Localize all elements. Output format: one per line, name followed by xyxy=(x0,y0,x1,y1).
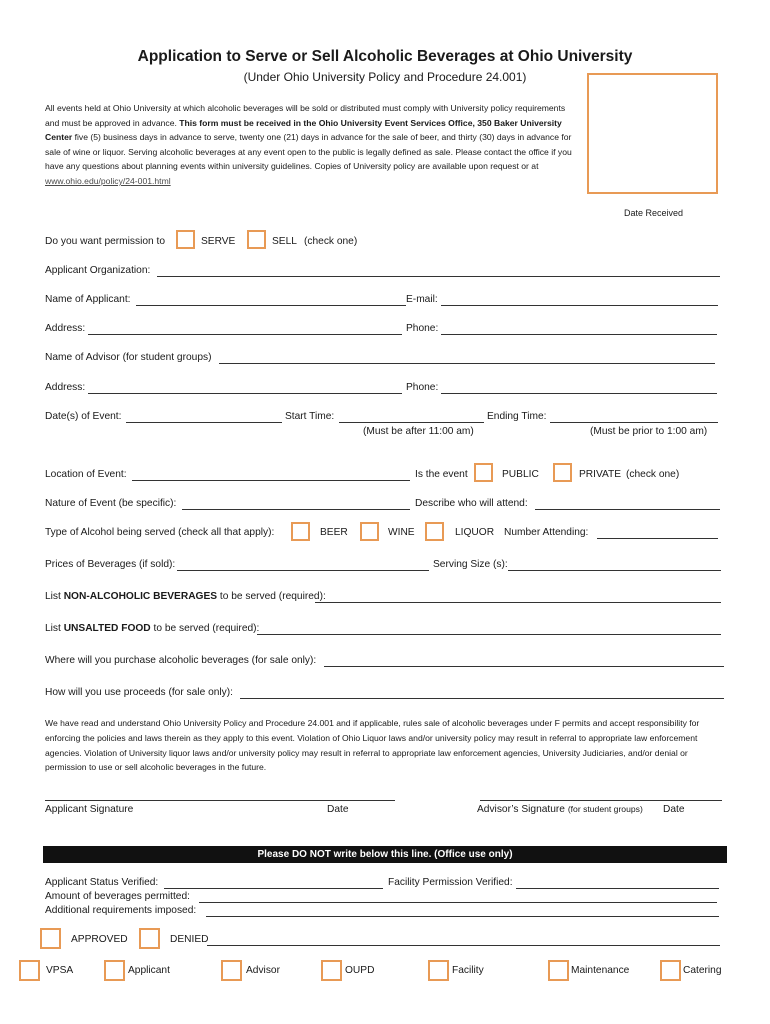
applicant-date-label: Date xyxy=(327,804,349,815)
advisor-name-label: Name of Advisor (for student groups) xyxy=(45,352,212,363)
date-received-label: Date Received xyxy=(624,208,684,218)
email-field[interactable] xyxy=(441,305,718,306)
approved-checkbox[interactable] xyxy=(40,928,61,949)
unsalted-food-field[interactable] xyxy=(257,634,721,635)
oupd-label: OUPD xyxy=(345,965,375,976)
form-subtitle: (Under Ohio University Policy and Procedure 24.001) xyxy=(243,70,527,84)
applicant-route-label: Applicant xyxy=(128,965,170,976)
advisor-date-label: Date xyxy=(663,804,685,815)
vpsa-label: VPSA xyxy=(46,965,74,976)
denied-checkbox[interactable] xyxy=(139,928,160,949)
organization-label: Applicant Organization: xyxy=(45,265,151,276)
beer-label: BEER xyxy=(320,527,348,538)
number-attending-field[interactable] xyxy=(597,538,718,539)
permission-label: Do you want permission to xyxy=(45,236,166,247)
facility-route-checkbox[interactable] xyxy=(428,960,449,981)
intro-paragraph: All events held at Ohio University at which alcoholic beverages will be sold or distributed must comply with University policy requirements and must be approved in advance. This form must be received in the Ohio University Event Services Office, 350 Baker University Center five (5) business days in advance to serve, twenty one (21) days in advance for the sale of beer, and thirty (30) days in advance for sale of wine or liquor. Serving alcoholic beverages at any event open to the public is legally defined as sale. Please contact the office if you have any questions about planning events within university guidelines. Copies of University policy are available upon request or at www.ohio.edu/policy/24-001.html xyxy=(45,103,572,186)
oupd-checkbox[interactable] xyxy=(321,960,342,981)
office-use-banner: Please DO NOT write below this line. (Office use only) xyxy=(43,846,727,863)
amount-permitted-label: Amount of beverages permitted: xyxy=(45,891,190,902)
organization-field[interactable] xyxy=(157,276,720,277)
non-alcoholic-field[interactable] xyxy=(315,602,721,603)
date-received-box[interactable] xyxy=(587,73,718,194)
additional-requirements-field[interactable] xyxy=(206,916,719,917)
phone-field[interactable] xyxy=(441,334,717,335)
location-label: Location of Event: xyxy=(45,469,127,480)
amount-permitted-field[interactable] xyxy=(199,902,717,903)
prices-field[interactable] xyxy=(177,570,429,571)
start-time-field[interactable] xyxy=(339,422,484,423)
advisor-name-field[interactable] xyxy=(219,363,715,364)
is-event-label: Is the event xyxy=(415,469,468,480)
describe-attend-label: Describe who will attend: xyxy=(415,498,528,509)
advisor-route-label: Advisor xyxy=(246,965,280,976)
vpsa-checkbox[interactable] xyxy=(19,960,40,981)
advisor-phone-field[interactable] xyxy=(441,393,717,394)
ending-time-label: Ending Time: xyxy=(487,411,547,422)
advisor-phone-label: Phone: xyxy=(406,382,439,393)
form-title: Application to Serve or Sell Alcoholic Beverages at Ohio University xyxy=(137,48,633,65)
phone-label: Phone: xyxy=(406,323,439,334)
advisor-signature-label: Advisor’s Signature (for student groups) xyxy=(477,804,643,815)
advisor-route-checkbox[interactable] xyxy=(221,960,242,981)
address-field[interactable] xyxy=(88,334,402,335)
alcohol-type-label: Type of Alcohol being served (check all that apply): xyxy=(45,527,275,538)
approved-label: APPROVED xyxy=(71,934,128,945)
liquor-label: LIQUOR xyxy=(455,527,495,538)
check-one-note: (check one) xyxy=(304,236,358,247)
advisor-address-field[interactable] xyxy=(88,393,402,394)
beer-checkbox[interactable] xyxy=(291,522,310,541)
additional-requirements-label: Additional requirements imposed: xyxy=(45,905,197,916)
private-label: PRIVATE xyxy=(579,469,622,480)
number-attending-label: Number Attending: xyxy=(504,527,589,538)
sell-label: SELL xyxy=(272,236,297,247)
check-one-note-2: (check one) xyxy=(626,469,680,480)
nature-label: Nature of Event (be specific): xyxy=(45,498,177,509)
serving-size-field[interactable] xyxy=(508,570,721,571)
end-time-note: (Must be prior to 1:00 am) xyxy=(590,426,708,437)
facility-verified-label: Facility Permission Verified: xyxy=(388,877,513,888)
serve-label: SERVE xyxy=(201,236,236,247)
ending-time-field[interactable] xyxy=(550,422,718,423)
facility-verified-field[interactable] xyxy=(516,888,719,889)
liquor-checkbox[interactable] xyxy=(425,522,444,541)
event-dates-label: Date(s) of Event: xyxy=(45,411,122,422)
event-dates-field[interactable] xyxy=(126,422,282,423)
email-label: E-mail: xyxy=(406,294,438,305)
maintenance-checkbox[interactable] xyxy=(548,960,569,981)
describe-attend-field[interactable] xyxy=(535,509,720,510)
catering-checkbox[interactable] xyxy=(660,960,681,981)
wine-label: WINE xyxy=(388,527,415,538)
applicant-signature-label: Applicant Signature xyxy=(45,804,134,815)
public-label: PUBLIC xyxy=(502,469,539,480)
non-alcoholic-label: List NON-ALCOHOLIC BEVERAGES to be served (required): xyxy=(45,591,326,602)
policy-link[interactable]: www.ohio.edu/policy/24-001.html xyxy=(45,175,171,186)
proceeds-field[interactable] xyxy=(240,698,724,699)
applicant-signature-field[interactable] xyxy=(45,800,395,801)
serving-size-label: Serving Size (s): xyxy=(433,559,508,570)
address-label: Address: xyxy=(45,323,86,334)
location-field[interactable] xyxy=(132,480,410,481)
public-checkbox[interactable] xyxy=(474,463,493,482)
denied-reason-field[interactable] xyxy=(207,945,720,946)
proceeds-label: How will you use proceeds (for sale only): xyxy=(45,687,233,698)
private-checkbox[interactable] xyxy=(553,463,572,482)
applicant-name-label: Name of Applicant: xyxy=(45,294,131,305)
nature-field[interactable] xyxy=(182,509,410,510)
start-time-label: Start Time: xyxy=(285,411,335,422)
catering-label: Catering xyxy=(683,965,722,976)
start-time-note: (Must be after 11:00 am) xyxy=(363,426,474,437)
advisor-address-label: Address: xyxy=(45,382,86,393)
unsalted-food-label: List UNSALTED FOOD to be served (required): xyxy=(45,623,260,634)
sell-checkbox[interactable] xyxy=(247,230,266,249)
maintenance-label: Maintenance xyxy=(571,965,630,976)
applicant-name-field[interactable] xyxy=(136,305,406,306)
status-verified-label: Applicant Status Verified: xyxy=(45,877,159,888)
wine-checkbox[interactable] xyxy=(360,522,379,541)
agreement-paragraph: We have read and understand Ohio University Policy and Procedure 24.001 and if applicable, rules sale of alcoholic beverages under F permits and accept responsibility for enforcing the policies and laws therein as they apply to this event. Violation of Ohio Liquor laws and/or university policy may result in referral to appropriate law enforcement agencies. Violation of University liquor laws and/or university policy may result in referral to appropriate law enforcement agencies, University Judiciaries, and/or denial or permission to use or sell alcoholic beverages in the future. xyxy=(45,718,700,773)
purchase-field[interactable] xyxy=(324,666,724,667)
denied-label: DENIED xyxy=(170,934,209,945)
facility-route-label: Facility xyxy=(452,965,484,976)
purchase-label: Where will you purchase alcoholic beverages (for sale only): xyxy=(45,655,317,666)
advisor-signature-field[interactable] xyxy=(480,800,722,801)
status-verified-field[interactable] xyxy=(164,888,383,889)
serve-checkbox[interactable] xyxy=(176,230,195,249)
prices-label: Prices of Beverages (if sold): xyxy=(45,559,176,570)
applicant-route-checkbox[interactable] xyxy=(104,960,125,981)
